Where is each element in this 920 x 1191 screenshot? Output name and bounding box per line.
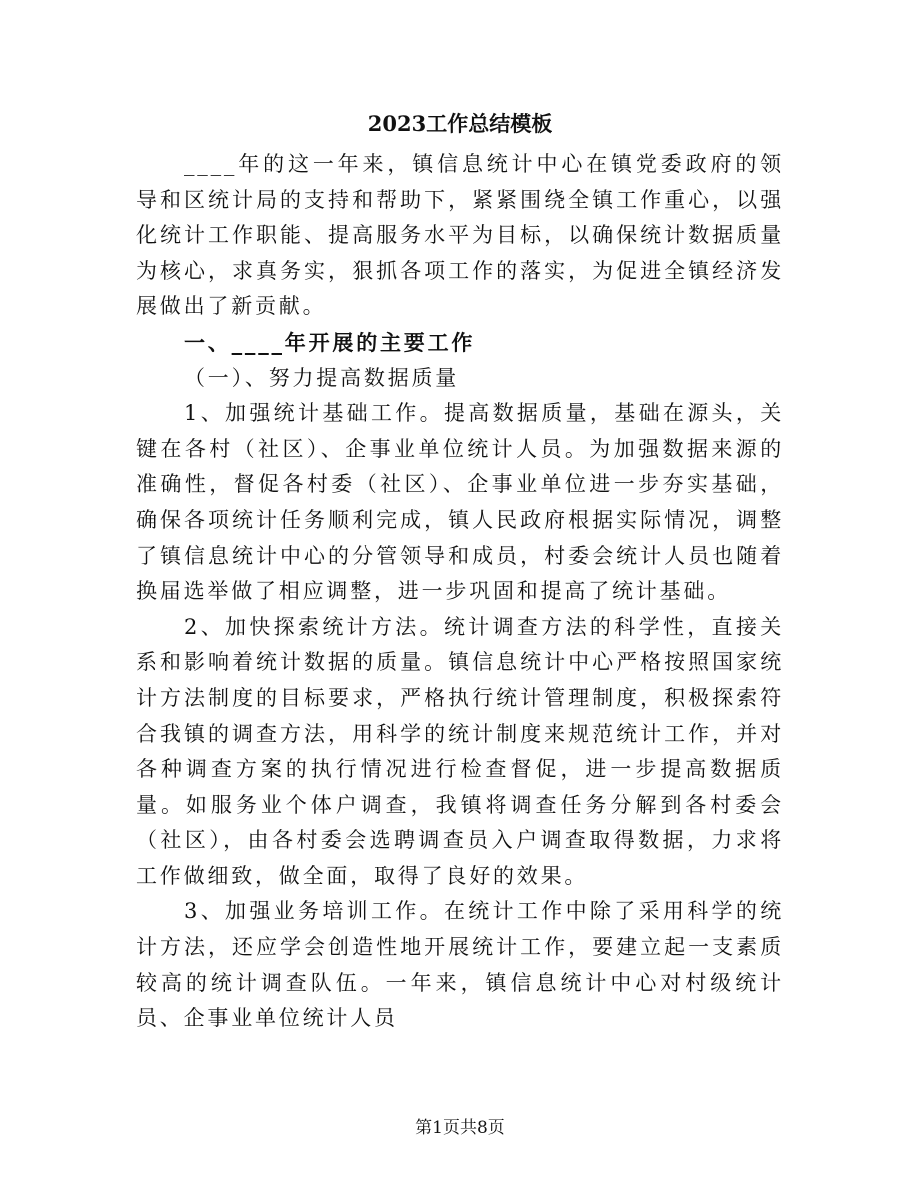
item-paragraph-2: 2、加快探索统计方法。统计调查方法的科学性，直接关系和影响着统计数据的质量。镇信息统计中心严格按照国家统计方法制度的目标要求，严格执行统计管理制度，积极探索符合我镇的调查方法，用科学的统计制度来规范统计工作，并对各种调查方案的执行情况进行检查督促，进一步提高数据质量。如服务业个体户调查，我镇将调查任务分解到各村委会（社区），由各村委会选聘调查员入户调查取得数据，力求将工作做细致，做全面，取得了良好的效果。	[136, 614, 784, 888]
item-paragraph-1: 1、加强统计基础工作。提高数据质量，基础在源头，关键在各村（社区）、企事业单位统计人员。为加强数据来源的准确性，督促各村委（社区）、企事业单位进一步夯实基础，确保各项统计任务顺利完成，镇人民政府根据实际情况，调整了镇信息统计中心的分管领导和成员，村委会统计人员也随着换届选举做了相应调整，进一步巩固和提高了统计基础。	[136, 401, 784, 604]
page-indicator: 第1页共8页	[415, 1118, 505, 1138]
document-body	[136, 147, 784, 1037]
item-paragraph-3: 3、加强业务培训工作。在统计工作中除了采用科学的统计方法，还应学会创造性地开展统计工作，要建立起一支素质较高的统计调查队伍。一年来，镇信息统计中心对村级统计员、企事业单位统计人员	[136, 899, 784, 1031]
intro-paragraph: ____年的这一年来，镇信息统计中心在镇党委政府的领导和区统计局的支持和帮助下，紧紧围绕全镇工作重心，以强化统计工作职能、提高服务水平为目标，以确保统计数据质量为核心，求真务实，狠抓各项工作的落实，为促进全镇经济发展做出了新贡献。	[136, 152, 784, 319]
document-title: 2023工作总结模板	[367, 111, 553, 136]
subsection-heading-1: （一）、努力提高数据质量	[184, 365, 460, 390]
section-heading-1: 一、____年开展的主要工作	[184, 329, 476, 355]
